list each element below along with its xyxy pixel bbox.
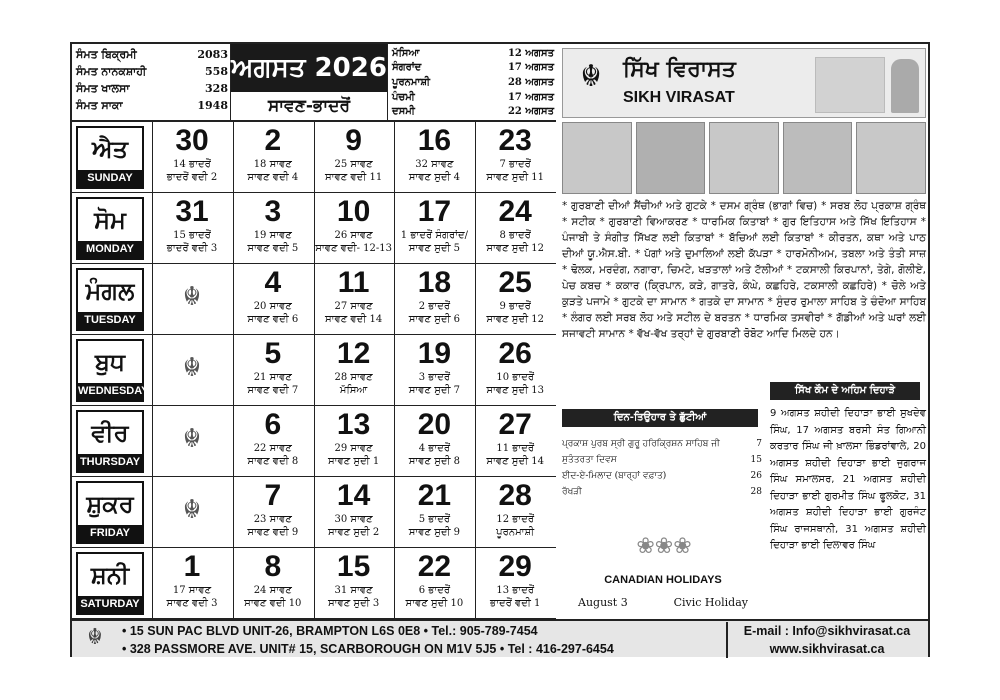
- samvat-label: ਸੰਮਤ ਨਾਨਕਸ਼ਾਹੀ: [76, 64, 147, 78]
- lunar-date: ਸਾਵਣ ਸੁਦੀ 12: [486, 314, 545, 325]
- day-cell[interactable]: [475, 406, 554, 476]
- event-date: 12 ਅਗਸਤ: [507, 47, 554, 59]
- nanakshahi-date: 9 ਭਾਦਰੋਂ: [499, 301, 531, 312]
- nanakshahi-date: 14 ਭਾਦਰੋਂ: [173, 159, 211, 170]
- calendar-header: [72, 44, 556, 122]
- day-cell[interactable]: [314, 264, 393, 334]
- month-title: ਅਗਸਤ 2026: [231, 44, 387, 92]
- nanakshahi-date: 12 ਭਾਦਰੋਂ: [496, 514, 535, 525]
- footer-logo-icon: ☬: [87, 625, 103, 650]
- canadian-holiday-name: Civic Holiday: [673, 596, 748, 609]
- day-cell[interactable]: [394, 193, 473, 263]
- lunar-date: ਸਾਵਣ ਵਦੀ 9: [247, 527, 299, 538]
- event-label: ਮੱਸਿਆ: [392, 47, 420, 59]
- festival-day: 28: [750, 487, 762, 497]
- day-cell[interactable]: [152, 122, 231, 192]
- day-number: 13: [336, 408, 371, 441]
- samvat-row: [76, 63, 228, 80]
- festival-day: 26: [750, 471, 762, 481]
- day-number: 9: [345, 124, 362, 157]
- sikh-days-header: ਸਿੱਖ ਕੌਮ ਦੇ ਅਹਿਮ ਦਿਹਾੜੇ: [770, 382, 920, 400]
- event-date: 28 ਅਗਸਤ: [507, 76, 554, 88]
- product-photo: [709, 122, 779, 194]
- canadian-holiday-date: August 3: [578, 596, 628, 609]
- day-number: 17: [417, 195, 452, 228]
- festivals-list: [562, 436, 762, 500]
- weekday-label: [76, 126, 144, 189]
- month-box: [230, 44, 388, 120]
- website-link[interactable]: www.sikhvirasat.ca: [769, 642, 885, 656]
- weekday-label: [76, 339, 149, 402]
- day-cell[interactable]: [394, 264, 473, 334]
- floral-ornament-icon: ❀❀❀: [636, 534, 692, 559]
- day-cell[interactable]: [394, 477, 473, 547]
- samvat-row: [76, 97, 228, 114]
- day-cell[interactable]: [475, 193, 554, 263]
- festival-row: [562, 452, 762, 468]
- weekday-en: FRIDAY: [78, 525, 142, 542]
- day-cell[interactable]: [152, 264, 231, 334]
- day-cell[interactable]: [475, 477, 554, 547]
- weekday-label: [76, 410, 144, 473]
- month-subtitle: ਸਾਵਣ-ਭਾਦਰੋਂ: [267, 96, 351, 116]
- lunar-date: ਸਾਵਣ ਵਦੀ 4: [247, 172, 299, 183]
- day-number: 16: [417, 124, 452, 157]
- nanakshahi-date: 2 ਭਾਦਰੋਂ: [418, 301, 451, 312]
- product-photo: [636, 122, 706, 194]
- lunar-date: ਸਾਵਣ ਸੁਦੀ 10: [405, 598, 464, 609]
- lunar-date: ਸਾਵਣ ਸੁਦੀ 1: [327, 456, 380, 467]
- day-cell[interactable]: [475, 548, 554, 618]
- lunar-date: ਭਾਦਰੋਂ ਵਦੀ 3: [166, 243, 218, 254]
- day-number: 31: [175, 195, 209, 228]
- nanakshahi-date: 21 ਸਾਵਣ: [253, 372, 292, 383]
- festival-row: [562, 436, 762, 452]
- samvat-value: 1948: [197, 99, 228, 112]
- weekday-en: WEDNESDAY: [78, 383, 142, 400]
- samvat-label: ਸੰਮਤ ਸਾਕਾ: [76, 98, 123, 112]
- day-number: 30: [175, 124, 209, 157]
- day-number: 12: [336, 337, 371, 370]
- khanda-icon: ☬: [182, 282, 202, 312]
- day-number: 19: [417, 337, 452, 370]
- day-cell[interactable]: [233, 335, 312, 405]
- weekday-row: [72, 264, 556, 335]
- lunar-date: ਸਾਵਣ ਸੁਦੀ 14: [486, 456, 545, 467]
- banner-title-en: SIKH VIRASAT: [623, 89, 735, 106]
- nanakshahi-date: 11 ਭਾਦਰੋਂ: [496, 443, 535, 454]
- khanda-icon: ☬: [182, 353, 202, 383]
- day-number: 18: [417, 266, 452, 299]
- day-number: 3: [264, 195, 282, 228]
- weekday-row: [72, 406, 556, 477]
- day-number: 24: [498, 195, 532, 228]
- lunar-date: ਭਾਦਰੋਂ ਵਦੀ 2: [166, 172, 218, 183]
- lunar-date: ਸਾਵਣ ਵਦੀ 5: [247, 243, 299, 254]
- product-photo: [562, 122, 632, 194]
- day-number: 11: [337, 266, 370, 299]
- footer: [72, 619, 928, 657]
- month-events: [392, 46, 554, 119]
- lunar-date: ਸਾਵਣ ਵਦੀ 6: [247, 314, 299, 325]
- lunar-date: ਸਾਵਣ ਵਦੀ 11: [324, 172, 383, 183]
- samvat-row: [76, 46, 228, 63]
- event-date: 17 ਅਗਸਤ: [507, 62, 554, 74]
- weekday-pa: ਸ਼ਨੀ: [90, 561, 130, 589]
- day-cell[interactable]: [475, 122, 554, 192]
- day-cell[interactable]: [233, 548, 312, 618]
- lunar-date: ਸਾਵਣ ਵਦੀ 8: [247, 456, 299, 467]
- day-number: 15: [336, 550, 371, 583]
- lunar-date: ਮੱਸਿਆ: [339, 385, 368, 396]
- nanakshahi-date: 32 ਸਾਵਣ: [415, 159, 454, 170]
- nanakshahi-date: 13 ਭਾਦਰੋਂ: [496, 585, 535, 596]
- lunar-date: ਸਾਵਣ ਸੁਦੀ 7: [408, 385, 461, 396]
- day-number: 29: [498, 550, 532, 583]
- weekday-row: [72, 477, 556, 548]
- weekday-label: [76, 197, 144, 260]
- right-panel: [558, 44, 930, 619]
- day-cell[interactable]: [233, 477, 312, 547]
- nanakshahi-date: 19 ਸਾਵਣ: [253, 230, 292, 241]
- day-number: 25: [498, 266, 532, 299]
- event-label: ਪੰਚਮੀ: [392, 91, 415, 103]
- product-photo: [783, 122, 853, 194]
- product-photo: [856, 122, 926, 194]
- lunar-date: ਪੂਰਨਮਾਸ਼ੀ: [496, 527, 535, 538]
- day-number: 14: [336, 479, 371, 512]
- weekday-en: THURSDAY: [78, 454, 142, 471]
- khanda-icon: ☬: [182, 424, 202, 454]
- day-cell[interactable]: [233, 193, 312, 263]
- day-cell[interactable]: [314, 335, 393, 405]
- lunar-date: ਸਾਵਣ ਸੁਦੀ 11: [486, 172, 545, 183]
- day-cell[interactable]: [394, 548, 473, 618]
- lunar-date: ਸਾਵਣ ਸੁਦੀ 8: [408, 456, 461, 467]
- festival-name: ਰੱਖੜੀ: [562, 487, 582, 497]
- event-row: [392, 104, 554, 119]
- lunar-date: ਸਾਵਣ ਵਦੀ 10: [244, 598, 302, 609]
- day-cell[interactable]: [314, 548, 393, 618]
- lunar-date: ਸਾਵਣ ਸੁਦੀ 12: [486, 243, 545, 254]
- day-number: 7: [264, 479, 282, 512]
- weekday-pa: ਬੁਧ: [94, 348, 126, 376]
- weekday-pa: ਐਤ: [92, 135, 128, 163]
- day-cell[interactable]: [233, 122, 312, 192]
- nanakshahi-date: 22 ਸਾਵਣ: [253, 443, 292, 454]
- lunar-date: ਸਾਵਣ ਵਦੀ 3: [166, 598, 218, 609]
- event-row: [392, 90, 554, 105]
- samvat-value: 2083: [197, 48, 228, 61]
- nanakshahi-date: 26 ਸਾਵਣ: [334, 230, 373, 241]
- day-cell[interactable]: [152, 548, 231, 618]
- lunar-date: ਸਾਵਣ ਸੁਦੀ 5: [408, 243, 461, 254]
- festival-row: [562, 468, 762, 484]
- festival-name: ਸੁਤੰਤਰਤਾ ਦਿਵਸ: [562, 455, 617, 465]
- khanda-icon: ☬: [182, 495, 202, 525]
- contact-box: [726, 622, 926, 658]
- event-label: ਦਸਮੀ: [392, 106, 415, 118]
- day-cell[interactable]: [475, 335, 554, 405]
- day-cell[interactable]: [233, 264, 312, 334]
- lunar-date: ਸਾਵਣ ਸੁਦੀ 13: [486, 385, 545, 396]
- event-row: [392, 61, 554, 76]
- samvat-value: 328: [205, 82, 228, 95]
- weekday-label: [76, 481, 144, 544]
- weekday-label: [76, 552, 144, 615]
- day-cell[interactable]: [475, 264, 554, 334]
- nanakshahi-date: 20 ਸਾਵਣ: [253, 301, 292, 312]
- weekday-pa: ਸੋਮ: [94, 206, 126, 234]
- nanakshahi-date: 18 ਸਾਵਣ: [253, 159, 292, 170]
- samvat-value: 558: [205, 65, 228, 78]
- nanakshahi-date: 29 ਸਾਵਣ: [334, 443, 373, 454]
- day-number: 26: [498, 337, 532, 370]
- nanakshahi-date: 7 ਭਾਦਰੋਂ: [499, 159, 531, 170]
- day-number: 1: [183, 550, 201, 583]
- lunar-date: ਸਾਵਣ ਸੁਦੀ 6: [408, 314, 461, 325]
- weekday-label: [76, 268, 144, 331]
- banner-title-pa: ਸਿੱਖ ਵਿਰਾਸਤ: [623, 57, 736, 82]
- day-cell[interactable]: [314, 122, 393, 192]
- day-cell[interactable]: [152, 335, 231, 405]
- event-date: 17 ਅਗਸਤ: [507, 91, 554, 103]
- nanakshahi-date: 4 ਭਾਦਰੋਂ: [418, 443, 451, 454]
- nanakshahi-date: 24 ਸਾਵਣ: [253, 585, 292, 596]
- festival-row: [562, 484, 762, 500]
- lunar-date: ਸਾਵਣ ਸੁਦੀ 4: [408, 172, 461, 183]
- day-cell[interactable]: [233, 406, 312, 476]
- day-number: 2: [264, 124, 282, 157]
- weekday-row: [72, 335, 556, 406]
- lunar-date: ਸਾਵਣ ਵਦੀ 14: [324, 314, 383, 325]
- samvat-row: [76, 80, 228, 97]
- weekday-row: [72, 193, 556, 264]
- festival-day: 15: [750, 455, 762, 465]
- weekday-row: [72, 122, 556, 193]
- sikh-virasat-logo-icon: ☬: [580, 59, 602, 94]
- nanakshahi-date: 15 ਭਾਦਰੋਂ: [173, 230, 211, 241]
- day-cell[interactable]: [314, 406, 393, 476]
- day-number: 27: [498, 408, 532, 441]
- samvat-label: ਸੰਮਤ ਬਿਕ੍ਰਮੀ: [76, 47, 137, 61]
- event-date: 22 ਅਗਸਤ: [507, 106, 554, 118]
- addresses: [122, 622, 726, 658]
- email-link[interactable]: E-mail : Info@sikhvirasat.ca: [743, 624, 911, 638]
- nanakshahi-date: 1 ਭਾਦਰੋਂ ਸੰਗਰਾਂਦ/: [400, 230, 468, 241]
- event-label: ਪੂਰਨਮਾਸ਼ੀ: [392, 76, 431, 88]
- nanakshahi-date: 5 ਭਾਦਰੋਂ: [418, 514, 451, 525]
- lunar-date: ਸਾਵਣ ਵਦੀ- 12-13: [315, 243, 392, 254]
- calendar-page: [70, 42, 930, 657]
- samvat-list: [76, 46, 228, 114]
- day-cell[interactable]: [394, 406, 473, 476]
- festival-name: ਈਦ-ਏ-ਮਿਲਾਦ (ਬਾਰ੍ਹਾਂ ਵਫ਼ਾਤ): [562, 471, 667, 481]
- day-number: 6: [264, 408, 282, 441]
- fort-image: [815, 57, 885, 113]
- day-number: 22: [417, 550, 452, 583]
- day-number: 28: [498, 479, 532, 512]
- festivals-header: ਦਿਨ-ਤਿਉਹਾਰ ਤੇ ਛੁੱਟੀਆਂ: [562, 409, 758, 427]
- product-description: * ਗੁਰਬਾਣੀ ਦੀਆਂ ਸੈਂਚੀਆਂ ਅਤੇ ਗੁਟਕੇ * ਦਸਮ ਗ੍ਰੰਥ (ਭਾਗਾਂ ਵਿਚ) * ਸਰਬ ਲੋਹ ਪ੍ਰਕਾਸ਼ ਗ੍ਰੰਥ * ਸਟੀਕ * ਗੁਰਬਾਣੀ ਵਿਆਕਰਣ * ਧਾਰਮਿਕ ਕਿਤਾਬਾਂ * ਗੁਰ ਇਤਿਹਾਸ ਅਤੇ ਸਿੱਖ ਇਤਿਹਾਸ * ਪੰਜਾਬੀ ਤੇ ਸੰਗੀਤ ਸਿੱਖਣ ਲਈ ਕਿਤਾਬਾਂ * ਬੱਚਿਆਂ ਲਈ ਕਿਤਾਬਾਂ * ਕੀਰਤਨ, ਕਥਾ ਅਤੇ ਪਾਠ ਦੀਆਂ ਯੂ.ਐਸ.ਬੀ. * ਪੱਗਾਂ ਅਤੇ ਦੁਮਾਲਿਆਂ ਲਈ ਕੱਪੜਾ * ਹਾਰਮੋਨੀਅਮ, ਤਬਲਾ ਅਤੇ ਤੰਤੀ ਸਾਜ਼ * ਢੋਲਕ, ਮਰਦੰਗ, ਨਗਾਰਾ, ਚਿਮਟੇ, ਖੜਤਾਲਾਂ ਅਤੇ ਟੱਲੀਆਂ * ਟਕਸਾਲੀ ਕਿਰਪਾਨਾਂ, ਤੇਗੇ, ਗੋਲੀਏ, ਪੇਚ ਕਬਚ * ਕਕਾਰ (ਕ੍ਰਿਪਾਨ, ਕੜੇ, ਗਾਤਰੇ, ਕੰਘੇ, ਕਛਹਿਰੇ, ਟਕਸਾਲੀ ਕਛਹਿਰੇ) * ਚੋਲੇ ਅਤੇ ਕੁੜਤੇ ਪਜਾਮੇ * ਗੁਟਕੇ ਦਾ ਸਾਮਾਨ * ਗਤਕੇ ਦਾ ਸਾਮਾਨ * ਸੁੰਦਰ ਰੁਮਾਲਾ ਸਾਹਿਬ ਤੇ ਚੰਦੋਆ ਸਾਹਿਬ * ਲੰਗਰ ਲਈ ਸਰਬ ਲੋਹ ਅਤੇ ਸਟੀਲ ਦੇ ਬਰਤਨ * ਧਾਰਮਿਕ ਤਸਵੀਰਾਂ * ਗੱਡੀਆਂ ਅਤੇ ਘਰਾਂ ਲਈ ਸਜਾਵਟੀ ਸਾਮਾਨ * ਵੱਖ-ਵੱਖ ਤਰ੍ਹਾਂ ਦੇ ਗੁਰਬਾਣੀ ਰੋਬੋਟ ਆਦਿ ਮਿਲਦੇ ਹਨ।: [562, 200, 926, 340]
- day-number: 21: [417, 479, 452, 512]
- weekday-en: SATURDAY: [78, 596, 142, 613]
- sikh-virasat-banner: [562, 48, 926, 118]
- day-number: 20: [417, 408, 452, 441]
- weekday-en: MONDAY: [78, 241, 142, 258]
- day-cell[interactable]: [314, 477, 393, 547]
- event-row: [392, 75, 554, 90]
- day-number: 4: [264, 266, 282, 299]
- event-label: ਸੰਗਰਾਂਦ: [392, 62, 422, 74]
- lunar-date: ਸਾਵਣ ਸੁਦੀ 3: [327, 598, 380, 609]
- weekday-pa: ਸ਼ੁਕਰ: [86, 490, 134, 518]
- day-cell[interactable]: [394, 335, 473, 405]
- festival-name: ਪ੍ਰਕਾਸ਼ ਪੁਰਬ ਸ੍ਰੀ ਗੁਰੂ ਹਰਿਕ੍ਰਿਸ਼ਨ ਸਾਹਿਬ ਜੀ: [562, 439, 720, 449]
- warrior-image: [891, 59, 919, 113]
- day-number: 5: [264, 337, 282, 370]
- nanakshahi-date: 28 ਸਾਵਣ: [334, 372, 373, 383]
- canadian-holidays-header: CANADIAN HOLIDAYS: [604, 574, 722, 586]
- nanakshahi-date: 17 ਸਾਵਣ: [172, 585, 212, 596]
- address-line: • 15 SUN PAC BLVD UNIT-26, BRAMPTON L6S 0E8 • Tel.: 905-789-7454: [122, 624, 538, 638]
- weekday-en: SUNDAY: [78, 170, 142, 187]
- day-number: 23: [498, 124, 532, 157]
- day-cell[interactable]: [152, 477, 231, 547]
- sikh-days-text: 9 ਅਗਸਤ ਸ਼ਹੀਦੀ ਦਿਹਾੜਾ ਭਾਈ ਸੁਖਦੇਵ ਸਿੰਘ, 17 ਅਗਸਤ ਬਰਸੀ ਸੰਤ ਗਿਆਨੀ ਕਰਤਾਰ ਸਿੰਘ ਜੀ ਖ਼ਾਲਸਾ ਭਿੰਡਰਾਂਵਾਲੇ, 20 ਅਗਸਤ ਸ਼ਹੀਦੀ ਦਿਹਾੜਾ ਭਾਈ ਜੁਗਰਾਜ ਸਿੰਘ ਸਮਾਲਸਰ, 21 ਅਗਸਤ ਸ਼ਹੀਦੀ ਦਿਹਾੜਾ ਭਾਈ ਗੁਰਮੀਤ ਸਿੰਘ ਫੂਲਕੋਟ, 31 ਅਗਸਤ ਸ਼ਹੀਦੀ ਦਿਹਾੜਾ ਭਾਈ ਗੁਰਜੰਟ ਸਿੰਘ ਰਾਜਸਥਾਨੀ, 31 ਅਗਸਤ ਸ਼ਹੀਦੀ ਦਿਹਾੜਾ ਭਾਈ ਦਿਲਾਵਰ ਸਿੰਘ: [770, 408, 926, 551]
- nanakshahi-date: 6 ਭਾਦਰੋਂ: [418, 585, 451, 596]
- day-cell[interactable]: [394, 122, 473, 192]
- nanakshahi-date: 3 ਭਾਦਰੋਂ: [418, 372, 451, 383]
- weekday-pa: ਮੰਗਲ: [85, 277, 135, 305]
- nanakshahi-date: 31 ਸਾਵਣ: [334, 585, 373, 596]
- canadian-holiday-row: [578, 596, 748, 609]
- weekday-row: [72, 548, 556, 619]
- lunar-date: ਸਾਵਣ ਵਦੀ 7: [247, 385, 299, 396]
- festival-day: 7: [756, 439, 762, 449]
- weekday-en: TUESDAY: [78, 312, 142, 329]
- nanakshahi-date: 8 ਭਾਦਰੋਂ: [499, 230, 531, 241]
- lunar-date: ਸਾਵਣ ਸੁਦੀ 2: [327, 527, 380, 538]
- event-row: [392, 46, 554, 61]
- address-line: • 328 PASSMORE AVE. UNIT# 15, SCARBOROUGH ON M1V 5J5 • Tel : 416-297-6454: [122, 642, 614, 656]
- nanakshahi-date: 25 ਸਾਵਣ: [334, 159, 373, 170]
- nanakshahi-date: 23 ਸਾਵਣ: [253, 514, 292, 525]
- lunar-date: ਸਾਵਣ ਸੁਦੀ 9: [408, 527, 461, 538]
- day-cell[interactable]: [314, 193, 393, 263]
- nanakshahi-date: 10 ਭਾਦਰੋਂ: [496, 372, 535, 383]
- day-cell[interactable]: [152, 193, 231, 263]
- lunar-date: ਭਾਦਰੋਂ ਵਦੀ 1: [489, 598, 541, 609]
- day-number: 10: [336, 195, 371, 228]
- weekday-pa: ਵੀਰ: [91, 419, 129, 447]
- nanakshahi-date: 27 ਸਾਵਣ: [334, 301, 373, 312]
- nanakshahi-date: 30 ਸਾਵਣ: [334, 514, 373, 525]
- day-cell[interactable]: [152, 406, 231, 476]
- day-number: 8: [264, 550, 282, 583]
- samvat-label: ਸੰਮਤ ਖਾਲਸਾ: [76, 81, 130, 95]
- product-photos: [562, 122, 926, 194]
